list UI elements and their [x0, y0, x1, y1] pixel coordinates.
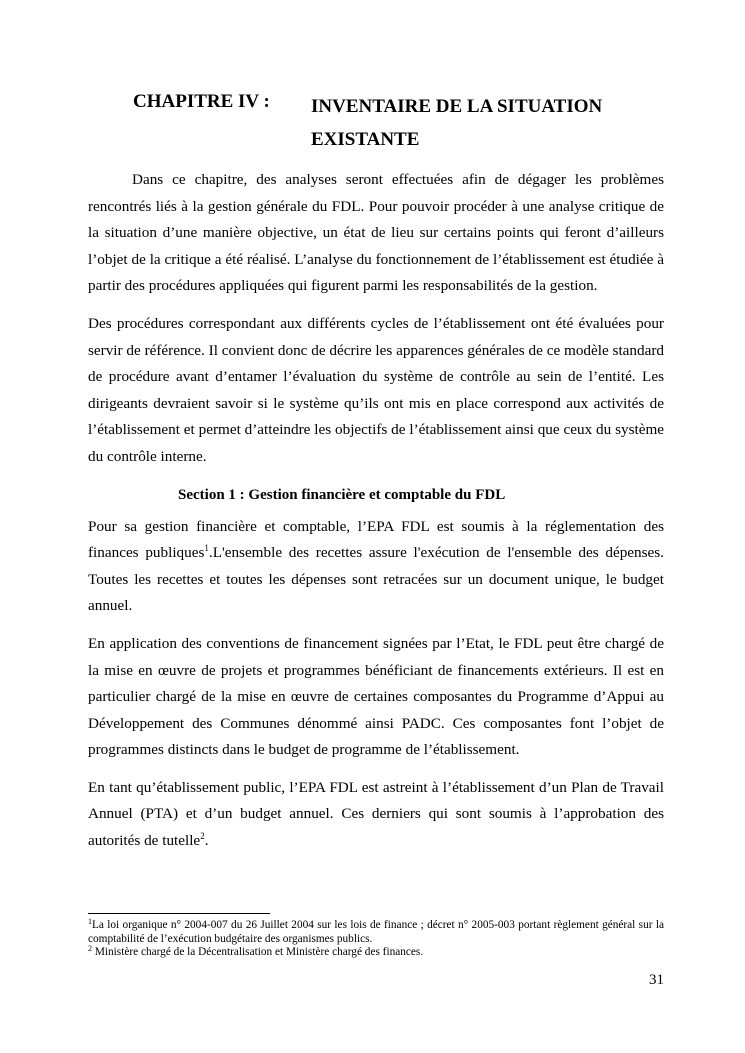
section-paragraph-3-text: En tant qu’établissement public, l’EPA FDL est astreint à l’établissement d’un Plan de Travail Annuel (PTA) et d’un budget annuel. Ces derniers qui sont soumis à l’approbation des autorités de tutelle	[88, 778, 664, 850]
intro-paragraph-1: Dans ce chapitre, des analyses seront effectuées afin de dégager les problèmes rencontrés liés à la gestion générale du FDL. Pour pouvoir procéder à une analyse critique de la situation d’une manière objective, un état de lieu sur certains points qui feront d’ailleurs l’objet de la critique a été réalisé. L’analyse du fonctionnement de l’établissement est étudiée à partir des procédures appliquées qui figurent parmi les responsabilités de la gestion.	[88, 171, 664, 295]
section-paragraph-1	[88, 514, 664, 620]
footnote-ref-1[interactable]: 1	[204, 543, 209, 554]
section-paragraph-2: En application des conventions de financement signées par l’Etat, le FDL peut être chargé de la mise en œuvre de projets et programmes bénéficiant de financements extérieurs. Il est en particulier chargé de la mise en œuvre de certaines composantes du Programme d’Appui au Développement des Communes dénommé ainsi PADC. Ces composantes font l’objet de programmes distincts dans le budget de programme de l’établissement.	[88, 634, 664, 759]
footnote-1-number: 1	[88, 917, 92, 926]
page-number: 31	[649, 972, 664, 988]
footnote-2	[88, 946, 664, 960]
section-paragraph-3-text-end: .	[204, 832, 209, 850]
chapter-label: CHAPITRE IV :	[133, 91, 270, 112]
section-paragraph-1-text: Pour sa gestion financière et comptable, l’EPA FDL est soumis à la réglementation des finances publiques	[88, 517, 664, 562]
footnote-2-text: Ministère chargé de la Décentralisation et Ministère chargé des finances.	[92, 946, 424, 959]
intro-paragraph-2: Des procédures correspondant aux différents cycles de l’établissement ont été évaluées pour servir de référence. Il convient donc de décrire les apparences générales de ce modèle standard de procédure avant d’entamer l’évaluation du système de contrôle au sein de l’entité. Les dirigeants devraient savoir si le système qu’ils ont mis en place correspond aux activités de l’établissement et permet d’atteindre les objectifs de l’établissement ainsi que ceux du système du contrôle interne.	[88, 314, 664, 465]
chapter-title: INVENTAIRE DE LA SITUATION EXISTANTE	[311, 96, 603, 150]
footnote-2-number: 2	[88, 944, 92, 954]
footnote-ref-2[interactable]: 2	[200, 831, 205, 842]
section-paragraph-3	[88, 775, 664, 855]
section-title: Section 1 : Gestion financière et comptable du FDL	[178, 486, 506, 503]
footnote-1-text: La loi organique n° 2004-007 du 26 Juillet 2004 sur les lois de finance ; décret n° 2005-003 portant règlement général sur la comptabilité de l’exécution budgétaire des organismes publics.	[88, 919, 664, 945]
section-paragraph-1-text-end: .L'ensemble des recettes assure l'exécution de l'ensemble des dépenses. Toutes les recettes et toutes les dépenses sont retracées sur un document unique, le budget annuel.	[88, 544, 664, 615]
body-text	[88, 167, 664, 866]
footnotes	[88, 919, 664, 960]
footnote-divider	[88, 913, 270, 914]
footnote-1	[88, 919, 664, 946]
